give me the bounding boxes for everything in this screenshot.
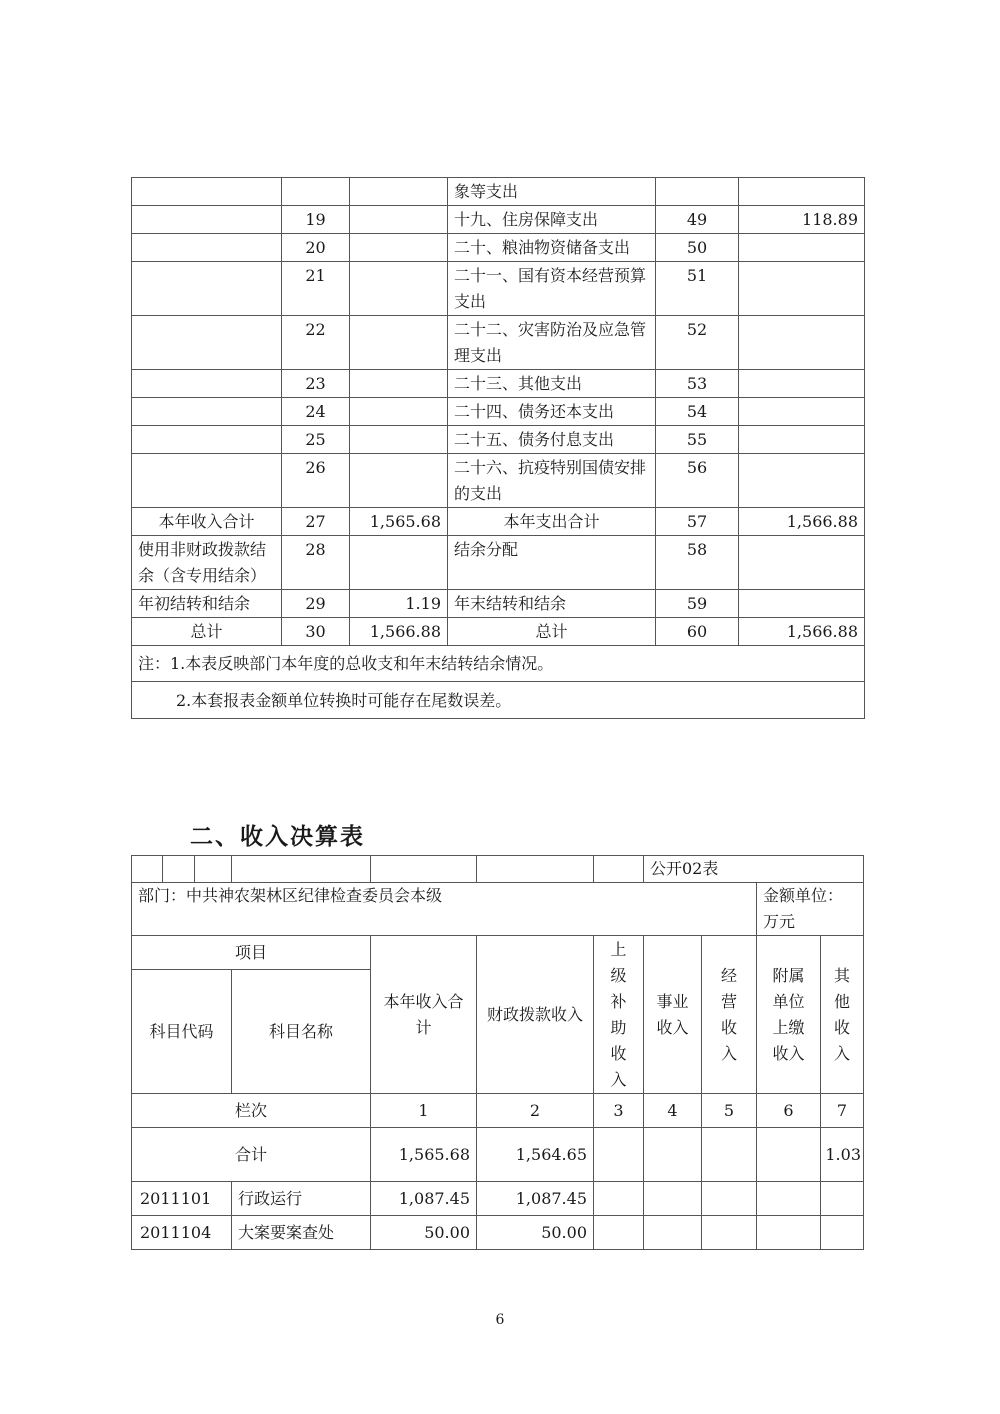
left-amount [350, 206, 448, 234]
right-amount [739, 370, 865, 398]
row-value: 50.00 [371, 1216, 477, 1250]
column-index-label: 栏次 [132, 1094, 371, 1128]
blank-cell [477, 856, 594, 883]
right-label: 二十三、其他支出 [448, 370, 656, 398]
income-expenditure-table [131, 177, 865, 719]
income-final-accounts-table [131, 855, 864, 1250]
department-row [132, 883, 864, 936]
header-row-1 [132, 936, 864, 970]
right-label: 二十二、灾害防治及应急管理支出 [448, 316, 656, 370]
right-amount: 1,566.88 [739, 618, 865, 646]
left-amount [350, 316, 448, 370]
table-row [132, 178, 865, 206]
table-row [132, 1216, 864, 1250]
left-line-no: 22 [282, 316, 350, 370]
row-value [644, 1216, 702, 1250]
left-amount [350, 370, 448, 398]
right-line-no: 56 [656, 454, 739, 508]
left-line-no: 30 [282, 618, 350, 646]
left-amount [350, 398, 448, 426]
left-label: 本年收入合计 [132, 508, 282, 536]
total-value [594, 1128, 644, 1182]
table-row [132, 618, 865, 646]
right-label: 十九、住房保障支出 [448, 206, 656, 234]
total-value: 1,564.65 [477, 1128, 594, 1182]
right-line-no: 49 [656, 206, 739, 234]
row-value [594, 1216, 644, 1250]
right-line-no: 55 [656, 426, 739, 454]
table-row [132, 426, 865, 454]
header-col2: 财政拨款收入 [477, 936, 594, 1094]
left-amount: 1.19 [350, 590, 448, 618]
note-row [132, 646, 865, 682]
left-label: 总计 [132, 618, 282, 646]
left-amount: 1,566.88 [350, 618, 448, 646]
right-line-no: 53 [656, 370, 739, 398]
right-label: 二十一、国有资本经营预算支出 [448, 262, 656, 316]
right-amount [739, 262, 865, 316]
left-label [132, 398, 282, 426]
right-label: 二十、粮油物资储备支出 [448, 234, 656, 262]
right-line-no: 54 [656, 398, 739, 426]
subject-code: 2011104 [132, 1216, 232, 1250]
table-code-row [132, 856, 864, 883]
right-amount [739, 536, 865, 590]
right-label: 本年支出合计 [448, 508, 656, 536]
note-row [132, 682, 865, 719]
header-project: 项目 [132, 936, 371, 970]
row-value: 1,087.45 [371, 1182, 477, 1216]
left-amount [350, 234, 448, 262]
right-amount [739, 398, 865, 426]
blank-cell [594, 856, 644, 883]
blank-cell [232, 856, 371, 883]
header-col4: 事业收入 [644, 936, 702, 1094]
row-value [821, 1216, 864, 1250]
left-label [132, 206, 282, 234]
left-amount [350, 426, 448, 454]
column-number: 2 [477, 1094, 594, 1128]
total-value [757, 1128, 821, 1182]
column-number: 5 [702, 1094, 757, 1128]
column-number: 3 [594, 1094, 644, 1128]
column-index-row [132, 1094, 864, 1128]
left-label [132, 426, 282, 454]
page-number: 6 [495, 1312, 505, 1328]
header-name: 科目名称 [232, 970, 371, 1094]
header-col5: 经营收入 [702, 936, 757, 1094]
total-value [702, 1128, 757, 1182]
header-col7: 其他收入 [821, 936, 864, 1094]
column-number: 1 [371, 1094, 477, 1128]
right-line-no: 58 [656, 536, 739, 590]
header-col3: 上级补助收入 [594, 936, 644, 1094]
left-line-no: 28 [282, 536, 350, 590]
right-line-no: 52 [656, 316, 739, 370]
right-label: 二十四、债务还本支出 [448, 398, 656, 426]
right-amount: 1,566.88 [739, 508, 865, 536]
table-row [132, 508, 865, 536]
left-line-no: 23 [282, 370, 350, 398]
left-line-no: 20 [282, 234, 350, 262]
blank-cell [132, 856, 163, 883]
right-label: 总计 [448, 618, 656, 646]
row-value [644, 1182, 702, 1216]
department-label: 部门：中共神农架林区纪律检查委员会本级 [132, 883, 757, 936]
left-line-no: 24 [282, 398, 350, 426]
row-value [821, 1182, 864, 1216]
total-value: 1,565.68 [371, 1128, 477, 1182]
right-line-no [656, 178, 739, 206]
table-row [132, 262, 865, 316]
row-value [702, 1182, 757, 1216]
table-row [132, 536, 865, 590]
left-label [132, 370, 282, 398]
left-label [132, 454, 282, 508]
right-amount: 118.89 [739, 206, 865, 234]
left-line-no: 26 [282, 454, 350, 508]
right-line-no: 57 [656, 508, 739, 536]
header-col1: 本年收入合计 [371, 936, 477, 1094]
left-line-no: 21 [282, 262, 350, 316]
total-value: 1.03 [821, 1128, 864, 1182]
right-line-no: 59 [656, 590, 739, 618]
subject-name: 大案要案查处 [232, 1216, 371, 1250]
unit-label: 金额单位：万元 [757, 883, 864, 936]
section-title: 二、收入决算表 [190, 824, 365, 850]
right-label: 结余分配 [448, 536, 656, 590]
table-code: 公开02表 [644, 856, 864, 883]
blank-cell [371, 856, 477, 883]
column-number: 4 [644, 1094, 702, 1128]
right-label: 二十五、债务付息支出 [448, 426, 656, 454]
left-label [132, 316, 282, 370]
right-amount [739, 316, 865, 370]
left-line-no: 29 [282, 590, 350, 618]
left-line-no: 25 [282, 426, 350, 454]
row-value [757, 1216, 821, 1250]
left-amount: 1,565.68 [350, 508, 448, 536]
table-row [132, 234, 865, 262]
row-value [594, 1182, 644, 1216]
right-amount [739, 454, 865, 508]
left-amount [350, 536, 448, 590]
right-amount [739, 590, 865, 618]
row-value [702, 1216, 757, 1250]
left-amount [350, 454, 448, 508]
right-amount [739, 426, 865, 454]
table-row [132, 1182, 864, 1216]
row-value: 50.00 [477, 1216, 594, 1250]
table-row [132, 316, 865, 370]
column-number: 7 [821, 1094, 864, 1128]
header-code: 科目代码 [132, 970, 232, 1094]
subject-name: 行政运行 [232, 1182, 371, 1216]
blank-cell [163, 856, 195, 883]
left-amount [350, 262, 448, 316]
left-label [132, 262, 282, 316]
blank-cell [195, 856, 232, 883]
left-line-no: 27 [282, 508, 350, 536]
table-row [132, 590, 865, 618]
row-value: 1,087.45 [477, 1182, 594, 1216]
left-line-no [282, 178, 350, 206]
right-label: 象等支出 [448, 178, 656, 206]
column-number: 6 [757, 1094, 821, 1128]
note-text: 2.本套报表金额单位转换时可能存在尾数误差。 [132, 682, 865, 719]
right-line-no: 50 [656, 234, 739, 262]
table-row [132, 370, 865, 398]
right-line-no: 60 [656, 618, 739, 646]
left-label: 年初结转和结余 [132, 590, 282, 618]
subject-code: 2011101 [132, 1182, 232, 1216]
right-line-no: 51 [656, 262, 739, 316]
left-label: 使用非财政拨款结余（含专用结余） [132, 536, 282, 590]
note-text: 注：1.本表反映部门本年度的总收支和年末结转结余情况。 [132, 646, 865, 682]
left-line-no: 19 [282, 206, 350, 234]
right-label: 年末结转和结余 [448, 590, 656, 618]
table-row [132, 398, 865, 426]
total-label: 合计 [132, 1128, 371, 1182]
left-label [132, 234, 282, 262]
total-value [644, 1128, 702, 1182]
left-amount [350, 178, 448, 206]
right-amount [739, 178, 865, 206]
right-label: 二十六、抗疫特别国债安排的支出 [448, 454, 656, 508]
header-col6: 附属单位上缴收入 [757, 936, 821, 1094]
left-label [132, 178, 282, 206]
table-row [132, 454, 865, 508]
row-value [757, 1182, 821, 1216]
table-row [132, 206, 865, 234]
total-row [132, 1128, 864, 1182]
right-amount [739, 234, 865, 262]
